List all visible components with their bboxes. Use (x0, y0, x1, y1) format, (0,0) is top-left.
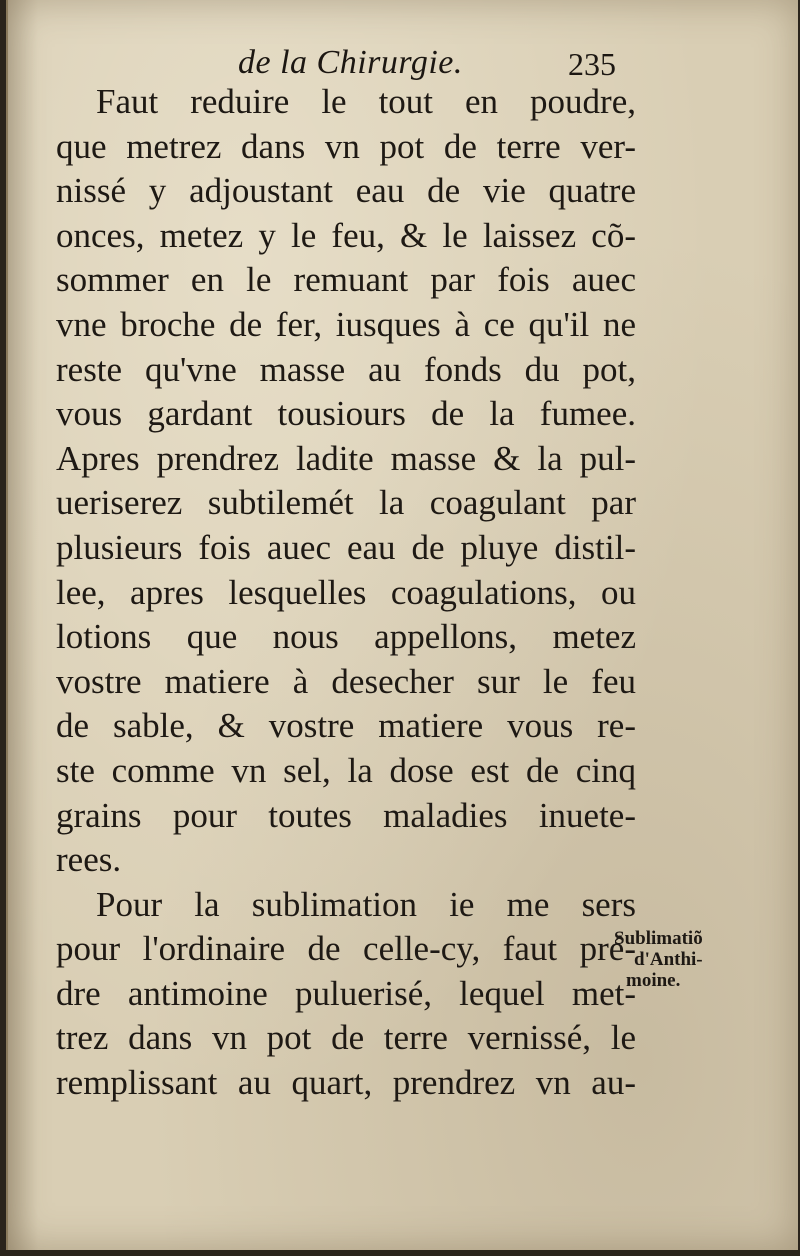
text-line: trez dans vn pot de terre vernissé, le (56, 1018, 636, 1058)
text-line: que metrez dans vn pot de terre ver- (56, 126, 636, 166)
body-text (56, 80, 636, 1106)
text-line: onces, metez y le feu, & le laissez cõ- (56, 215, 636, 255)
page-number: 235 (568, 46, 616, 82)
text-line: Apres prendrez ladite masse & la pul- (56, 438, 636, 478)
text-line: sommer en le remuant par fois auec (56, 260, 636, 300)
text-line: rees. (56, 840, 122, 880)
book-page (6, 0, 798, 1250)
text-line: grains pour toutes maladies inuete- (56, 795, 636, 835)
running-head-title: de la Chirurgie. (238, 44, 463, 81)
text-line: Faut reduire le tout en poudre, (96, 82, 636, 121)
margin-note-line: Sublimatiõ (614, 928, 703, 949)
text-line: remplissant au quart, prendrez vn au- (56, 1063, 636, 1103)
text-line: Pour la sublimation ie me sers (96, 884, 636, 924)
text-line: pour l'ordinaire de celle-cy, faut pré- (56, 929, 636, 969)
text-line: de sable, & vostre matiere vous re- (56, 706, 636, 746)
text-line: reste qu'vne masse au fonds du pot, (56, 349, 636, 389)
margin-note-line: d'Anthi- (634, 949, 703, 970)
text-line: lee, apres lesquelles coagulations, ou (56, 572, 636, 612)
text-line: ste comme vn sel, la dose est de cinq (56, 750, 636, 790)
text-line: vous gardant tousiours de la fumee. (56, 394, 636, 434)
margin-note (614, 928, 764, 991)
text-line: vne broche de fer, iusques à ce qu'il ne (56, 304, 636, 344)
text-line: vostre matiere à desecher sur le feu (56, 661, 636, 701)
text-line: dre antimoine puluerisé, lequel met- (56, 973, 636, 1013)
text-line: ueriserez subtilemét la coagulant par (56, 483, 636, 523)
margin-note-line: moine. (626, 970, 681, 991)
text-line: plusieurs fois auec eau de pluye distil- (56, 527, 636, 567)
text-line: nissé y adjoustant eau de vie quatre (56, 171, 636, 211)
text-line: lotions que nous appellons, metez (56, 617, 636, 657)
